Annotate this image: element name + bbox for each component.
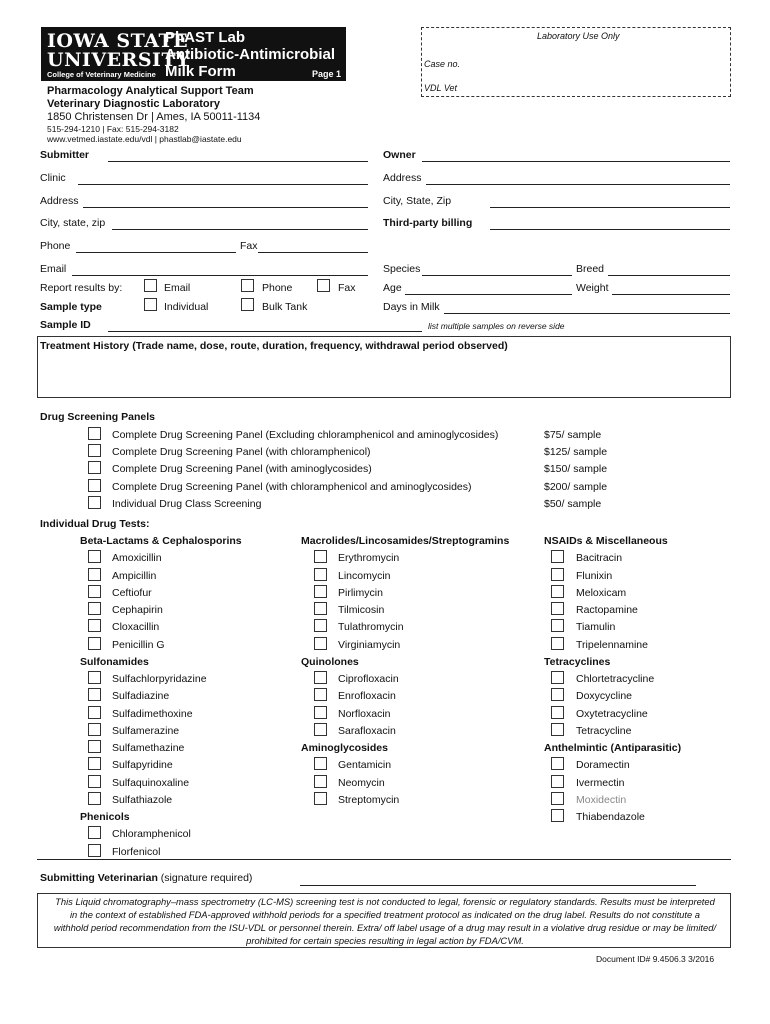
logo-line1: IOWA STATE: [47, 30, 189, 52]
treatment-heading: Treatment History (Trade name, dose, route, duration, frequency, withdrawal period observed): [40, 340, 508, 352]
fax-label: Fax: [240, 240, 258, 252]
drug-label: Tiamulin: [576, 621, 616, 633]
drug-label: Ampicillin: [112, 570, 157, 582]
panel-label: Individual Drug Class Screening: [112, 498, 262, 510]
drug-checkbox[interactable]: [551, 723, 564, 736]
drug-label: Tulathromycin: [338, 621, 404, 633]
drug-label: Tetracycline: [576, 725, 632, 737]
report-results-label: Report results by:: [40, 282, 123, 294]
drug-label: Chloramphenicol: [112, 828, 191, 840]
drug-label: Cephapirin: [112, 604, 163, 616]
drug-checkbox[interactable]: [88, 740, 101, 753]
logo-line3: College of Veterinary Medicine: [47, 70, 156, 79]
panel-checkbox[interactable]: [88, 461, 101, 474]
tests-heading: Individual Drug Tests:: [40, 518, 150, 530]
drug-label: Sulfachlorpyridazine: [112, 673, 207, 685]
submitter-address-label: Address: [40, 195, 79, 207]
drug-label: Erythromycin: [338, 552, 400, 564]
drug-label: Ivermectin: [576, 777, 625, 789]
drug-checkbox[interactable]: [551, 757, 564, 770]
case-no-label: Case no.: [424, 59, 461, 69]
species-label: Species: [383, 263, 421, 275]
phone-field[interactable]: [76, 252, 236, 253]
disclaimer-line: This Liquid chromatography–mass spectrometry (LC-MS) screening test is not conducted to legal, forensic or regulatory standards. Results must be interpreted: [55, 896, 715, 907]
drug-checkbox[interactable]: [551, 706, 564, 719]
disclaimer-box: [37, 893, 731, 948]
days-in-milk-label: Days in Milk: [383, 301, 440, 313]
drug-checkbox[interactable]: [88, 602, 101, 615]
drug-checkbox[interactable]: [314, 688, 327, 701]
drug-label: Streptomycin: [338, 794, 400, 806]
drug-checkbox[interactable]: [314, 757, 327, 770]
test-category-heading: Macrolides/Lincosamides/Streptogramins: [301, 535, 510, 547]
drug-label: Lincomycin: [338, 570, 391, 582]
email-field[interactable]: [72, 275, 368, 276]
test-category-heading: Beta-Lactams & Cephalosporins: [80, 535, 242, 547]
drug-checkbox[interactable]: [551, 688, 564, 701]
report-phone-checkbox[interactable]: [241, 279, 254, 292]
drug-label: Doxycycline: [576, 690, 633, 702]
drug-checkbox[interactable]: [314, 550, 327, 563]
weight-label: Weight: [576, 282, 609, 294]
age-field[interactable]: [405, 294, 572, 295]
signature-label-rest: (signature required): [157, 872, 253, 884]
sample-individual-checkbox[interactable]: [144, 298, 157, 311]
drug-label: Neomycin: [338, 777, 385, 789]
breed-field[interactable]: [608, 275, 730, 276]
vdl-vet-label: VDL Vet: [424, 83, 458, 93]
panel-price: $125/ sample: [544, 446, 608, 458]
drug-checkbox[interactable]: [551, 550, 564, 563]
drug-checkbox[interactable]: [88, 792, 101, 805]
test-category-heading: Anthelmintic (Antiparasitic): [544, 742, 682, 754]
drug-label: Sulfadimethoxine: [112, 708, 193, 720]
third-party-label: Third-party billing: [383, 217, 473, 229]
drug-label: Gentamicin: [338, 759, 392, 771]
multiple-samples-note: list multiple samples on reverse side: [428, 321, 565, 331]
fax-field[interactable]: [258, 252, 368, 253]
species-field[interactable]: [422, 275, 572, 276]
submitter-address-field[interactable]: [83, 207, 368, 208]
submitter-field[interactable]: [108, 161, 368, 162]
test-category-heading: Aminoglycosides: [301, 742, 388, 754]
owner-heading: Owner: [383, 149, 416, 161]
drug-checkbox[interactable]: [88, 619, 101, 632]
drug-checkbox[interactable]: [551, 637, 564, 650]
disclaimer-line: in the context of established FDA-approved withhold periods for a specified treatment protocol as indicated on the drug label. Results do not constitute a: [69, 909, 701, 920]
drug-label: Penicillin G: [112, 639, 165, 651]
age-label: Age: [383, 282, 402, 294]
drug-label: Pirlimycin: [338, 587, 383, 599]
report-phone-label: Phone: [262, 282, 293, 294]
page-number: Page 1: [312, 69, 342, 79]
logo-line2: UNIVERSITY: [47, 49, 191, 71]
form-title-line1: PhAST Lab: [165, 29, 246, 46]
disclaimer-line: withhold period recommendation from the ISU-VDL or personnel therein. Extra/ off label usage of a drug may result in a violative drug residue or may be limited/: [53, 922, 717, 933]
form-title-line3: Milk Form: [165, 63, 236, 80]
contact-web: www.vetmed.iastate.edu/vdl | phastlab@iastate.edu: [47, 134, 242, 144]
panel-label: Complete Drug Screening Panel (with aminoglycosides): [112, 463, 372, 475]
owner-field[interactable]: [422, 161, 730, 162]
drug-label: Tripelennamine: [576, 639, 648, 651]
days-in-milk-field[interactable]: [444, 313, 730, 314]
drug-checkbox[interactable]: [88, 723, 101, 736]
submitter-heading: Submitter: [40, 149, 90, 161]
drug-label: Virginiamycin: [338, 639, 401, 651]
drug-label: Sulfamerazine: [112, 725, 180, 737]
panels-heading: Drug Screening Panels: [40, 411, 155, 423]
report-fax-checkbox[interactable]: [317, 279, 330, 292]
clinic-label: Clinic: [40, 172, 66, 184]
drug-checkbox[interactable]: [314, 585, 327, 598]
drug-label: Sarafloxacin: [338, 725, 396, 737]
panel-price: $50/ sample: [544, 498, 602, 510]
drug-checkbox[interactable]: [551, 619, 564, 632]
drug-checkbox[interactable]: [88, 688, 101, 701]
signature-field[interactable]: [300, 885, 696, 886]
drug-checkbox[interactable]: [551, 568, 564, 581]
drug-checkbox[interactable]: [314, 602, 327, 615]
signature-label: [40, 872, 252, 885]
drug-label: Sulfathiazole: [112, 794, 173, 806]
drug-label: Thiabendazole: [576, 811, 645, 823]
owner-city-field[interactable]: [490, 207, 730, 208]
drug-checkbox[interactable]: [551, 792, 564, 805]
sample-bulk-label: Bulk Tank: [262, 301, 308, 313]
report-email-checkbox[interactable]: [144, 279, 157, 292]
panel-label: Complete Drug Screening Panel (with chloramphenicol and aminoglycosides): [112, 481, 472, 493]
drug-checkbox[interactable]: [88, 671, 101, 684]
drug-checkbox[interactable]: [88, 568, 101, 581]
owner-city-label: City, State, Zip: [383, 195, 452, 207]
drug-checkbox[interactable]: [314, 619, 327, 632]
panel-label: Complete Drug Screening Panel (with chloramphenicol): [112, 446, 371, 458]
test-category-heading: Quinolones: [301, 656, 359, 668]
drug-checkbox[interactable]: [88, 550, 101, 563]
section-divider: [37, 859, 731, 860]
drug-checkbox[interactable]: [88, 826, 101, 839]
drug-checkbox[interactable]: [314, 671, 327, 684]
drug-label: Sulfapyridine: [112, 759, 173, 771]
sample-bulk-checkbox[interactable]: [241, 298, 254, 311]
panel-checkbox[interactable]: [88, 427, 101, 440]
sample-individual-label: Individual: [164, 301, 209, 313]
contact-team: Pharmacology Analytical Support Team: [47, 85, 254, 97]
drug-label: Florfenicol: [112, 846, 161, 858]
drug-label: Ractopamine: [576, 604, 638, 616]
drug-checkbox[interactable]: [314, 723, 327, 736]
drug-label: Chlortetracycline: [576, 673, 655, 685]
signature-label-bold: Submitting Veterinarian: [40, 872, 158, 884]
test-category-heading: Sulfonamides: [80, 656, 149, 668]
drug-checkbox[interactable]: [314, 637, 327, 650]
form-title-line2: Antibiotic-Antimicrobial: [165, 46, 335, 63]
drug-checkbox[interactable]: [551, 671, 564, 684]
panel-checkbox[interactable]: [88, 444, 101, 457]
drug-checkbox[interactable]: [88, 775, 101, 788]
drug-label: Tilmicosin: [338, 604, 385, 616]
submitter-city-field[interactable]: [112, 229, 368, 230]
report-fax-label: Fax: [338, 282, 356, 294]
drug-label: Bacitracin: [576, 552, 623, 564]
email-label: Email: [40, 263, 67, 275]
owner-address-field[interactable]: [426, 184, 730, 185]
contact-phone: 515-294-1210 | Fax: 515-294-3182: [47, 124, 179, 134]
drug-label: Ciprofloxacin: [338, 673, 399, 685]
drug-checkbox[interactable]: [88, 706, 101, 719]
test-category-heading: NSAIDs & Miscellaneous: [544, 535, 668, 547]
sample-id-field[interactable]: [108, 331, 422, 332]
drug-label: Amoxicillin: [112, 552, 162, 564]
drug-checkbox[interactable]: [314, 775, 327, 788]
drug-label: Sulfaquinoxaline: [112, 777, 190, 789]
panel-price: $75/ sample: [544, 429, 602, 441]
document-id: Document ID# 9.4506.3 3/2016: [596, 954, 715, 964]
test-category-heading: Tetracyclines: [544, 656, 611, 668]
drug-checkbox[interactable]: [551, 602, 564, 615]
drug-checkbox[interactable]: [88, 585, 101, 598]
drug-checkbox[interactable]: [88, 757, 101, 770]
contact-lab: Veterinary Diagnostic Laboratory: [47, 98, 220, 110]
report-email-label: Email: [164, 282, 191, 294]
drug-label: Sulfadiazine: [112, 690, 170, 702]
clinic-field[interactable]: [78, 184, 368, 185]
drug-label: Sulfamethazine: [112, 742, 185, 754]
panel-price: $200/ sample: [544, 481, 608, 493]
sample-id-label: Sample ID: [40, 319, 91, 331]
submitter-city-label: City, state, zip: [40, 217, 106, 229]
breed-label: Breed: [576, 263, 605, 275]
drug-checkbox[interactable]: [314, 706, 327, 719]
phone-label: Phone: [40, 240, 71, 252]
sample-type-label: Sample type: [40, 301, 102, 313]
panel-price: $150/ sample: [544, 463, 608, 475]
owner-address-label: Address: [383, 172, 422, 184]
panel-checkbox[interactable]: [88, 479, 101, 492]
drug-checkbox[interactable]: [88, 637, 101, 650]
contact-address: 1850 Christensen Dr | Ames, IA 50011-1134: [47, 111, 261, 123]
lab-use-title: Laboratory Use Only: [537, 31, 620, 41]
drug-label: Doramectin: [576, 759, 630, 771]
drug-label: Ceftiofur: [112, 587, 152, 599]
third-party-field[interactable]: [490, 229, 730, 230]
weight-field[interactable]: [612, 294, 730, 295]
drug-checkbox[interactable]: [551, 585, 564, 598]
panel-label: Complete Drug Screening Panel (Excluding chloramphenicol and aminoglycosides): [112, 429, 499, 441]
drug-label: Moxidectin: [576, 794, 627, 806]
drug-label: Oxytetracycline: [576, 708, 648, 720]
drug-checkbox[interactable]: [314, 568, 327, 581]
drug-checkbox[interactable]: [551, 809, 564, 822]
drug-label: Cloxacillin: [112, 621, 160, 633]
drug-label: Flunixin: [576, 570, 613, 582]
test-category-heading: Phenicols: [80, 811, 130, 823]
drug-checkbox[interactable]: [314, 792, 327, 805]
drug-label: Meloxicam: [576, 587, 627, 599]
drug-checkbox[interactable]: [551, 775, 564, 788]
drug-checkbox[interactable]: [88, 844, 101, 857]
disclaimer-line: prohibited for certain species resulting in legal action by FDA/CVM.: [246, 935, 524, 946]
drug-label: Norfloxacin: [338, 708, 391, 720]
panel-checkbox[interactable]: [88, 496, 101, 509]
drug-label: Enrofloxacin: [338, 690, 396, 702]
